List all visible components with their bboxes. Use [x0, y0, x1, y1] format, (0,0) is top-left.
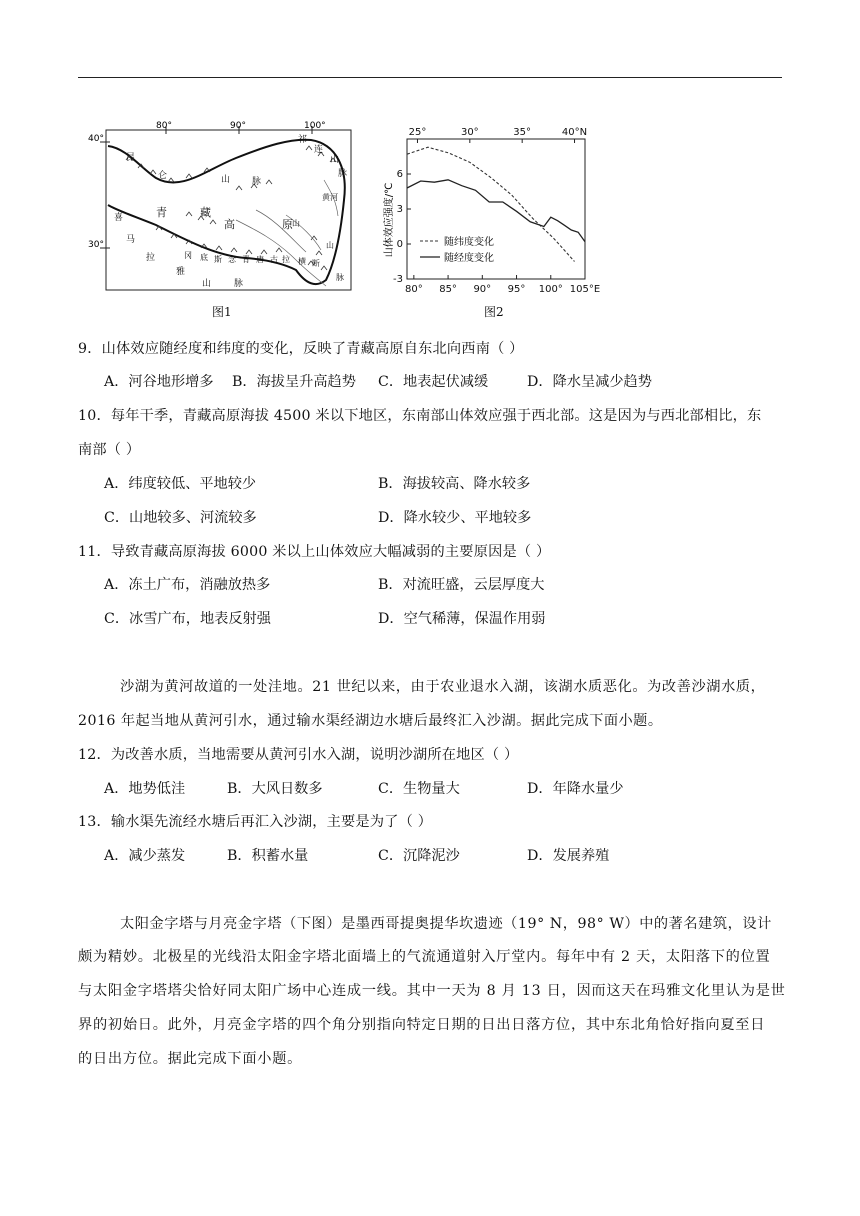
bottom-tick-label-2: 90°	[473, 284, 492, 295]
q13-option-c: C．沉降泥沙	[378, 848, 460, 864]
q11-option-a: A．冻土广布，消融放热多	[104, 577, 271, 593]
label-tang: 唐	[256, 255, 264, 264]
q10-option-c: C．山地较多、河流较多	[104, 510, 257, 526]
label-qi: 祁	[298, 135, 308, 145]
q10-option-b: B．海拔较高、降水较多	[378, 476, 531, 492]
label-gang: 冈	[184, 251, 192, 260]
label-mai1: 脉	[252, 177, 262, 187]
label-duan: 断	[312, 259, 320, 268]
label-lian: 连	[314, 145, 324, 155]
label-ma: 马	[126, 235, 136, 245]
passage3-line5: 的日出方位。据此完成下面小题。	[78, 1051, 303, 1067]
label-la: 拉	[146, 253, 156, 263]
label-gu: 古	[270, 255, 278, 264]
lon-label-80: 80°	[156, 121, 172, 131]
label-nian: 念	[228, 255, 236, 264]
label-si: 斯	[214, 255, 222, 264]
q9-stem: 9．山体效应随经度和纬度的变化，反映了青藏高原自东北向西南（ ）	[78, 341, 524, 357]
q10-stem-line2: 南部（ ）	[78, 442, 141, 458]
label-xi: 喜	[114, 213, 124, 223]
label-heng: 横	[298, 257, 306, 266]
label-shan5: 山	[326, 241, 334, 250]
label-kun: 昆	[126, 153, 136, 163]
bottom-tick-label-3: 95°	[507, 284, 526, 295]
label-mai2: 脉	[234, 279, 244, 289]
label-di: 底	[200, 253, 208, 262]
passage3-line3: 与太阳金字塔塔尖恰好同太阳广场中心连成一线。其中一天为 8 月 13 日，因而这天在玛雅文化里认为是世	[78, 983, 786, 999]
q12-stem: 12．为改善水质，当地需要从黄河引水入湖，说明沙湖所在地区（ ）	[78, 747, 519, 763]
label-mai4: 脉	[336, 273, 344, 282]
label-qing: 青	[156, 206, 167, 219]
label-huanghe: 黄河	[322, 193, 338, 202]
q13-option-b: B．积蓄水量	[227, 848, 309, 864]
figure2-caption: 图2	[484, 305, 504, 319]
passage3-line4: 界的初始日。此外，月亮金字塔的四个角分别指向特定日期的日出日落方位，其中东北角恰好指向夏至日	[78, 1017, 766, 1033]
y-tick-label-0: 6	[396, 169, 403, 180]
passage2-line1: 沙湖为黄河故道的一处洼地。21 世纪以来，由于农业退水入湖，该湖水质恶化。为改善沙湖水质，	[120, 679, 766, 695]
q9-option-c: C．地表起伏减缓	[378, 374, 489, 390]
y-axis-label: 山体效应强度/℃	[384, 182, 395, 258]
q10-option-a: A．纬度较低、平地较少	[104, 476, 257, 492]
q11-stem: 11．导致青藏高原海拔 6000 米以上山体效应大幅减弱的主要原因是（ ）	[78, 544, 551, 560]
top-tick-label-0: 25°	[408, 127, 427, 138]
legend-label-longitude: 随经度变化	[444, 253, 494, 264]
passage2-line2: 2016 年起当地从黄河引水，通过输水渠经湖边水塘后最终汇入沙湖。据此完成下面小题。	[78, 713, 663, 729]
label-ya: 雅	[176, 267, 186, 277]
label-mai3: 脉	[338, 169, 348, 179]
label-lun: 仑	[158, 171, 168, 181]
y-tick-label-1: 3	[396, 204, 403, 215]
bottom-tick-label-0: 80°	[404, 284, 423, 295]
lon-label-100: 100°	[304, 121, 326, 131]
label-gao: 高	[224, 218, 235, 231]
q9-option-d: D．降水呈减少趋势	[527, 374, 652, 390]
q10-stem-line1: 10．每年干季，青藏高原海拔 4500 米以下地区，东南部山体效应强于西北部。这是因为与西北部相比，东	[78, 408, 762, 424]
figure1-caption: 图1	[212, 305, 232, 319]
label-shan1: 山	[221, 175, 231, 185]
q10-option-d: D．降水较少、平地较多	[378, 510, 532, 526]
label-shan3: 山	[330, 155, 340, 165]
q11-option-b: B．对流旺盛，云层厚度大	[378, 577, 545, 593]
figure2-chart	[380, 124, 612, 302]
label-shan2: 山	[202, 279, 212, 289]
q11-option-d: D．空气稀薄，保温作用弱	[378, 611, 546, 627]
q13-option-a: A．减少蒸发	[104, 848, 186, 864]
q11-option-c: C．冰雪广布，地表反射强	[104, 611, 271, 627]
bottom-tick-label-5: 105°E	[569, 284, 601, 295]
q13-option-d: D．发展养殖	[527, 848, 610, 864]
top-tick-label-2: 35°	[513, 127, 532, 138]
lat-label-40: 40°	[88, 134, 104, 144]
top-tick-label-3: 40°N	[561, 127, 588, 138]
top-tick-label-1: 30°	[460, 127, 479, 138]
header-rule	[78, 77, 782, 78]
label-zang: 藏	[200, 206, 211, 219]
q9-option-b: B．海拔呈升高趋势	[232, 374, 356, 390]
q9-option-a: A．河谷地形增多	[104, 374, 214, 390]
q12-option-b: B．大风日数多	[227, 781, 323, 797]
q13-stem: 13．输水渠先流经水塘后再汇入沙湖，主要是为了（ ）	[78, 814, 433, 830]
y-tick-label-3: -3	[393, 274, 403, 285]
q12-option-c: C．生物量大	[378, 781, 460, 797]
q12-option-a: A．地势低洼	[104, 781, 186, 797]
label-shan4: 山	[292, 219, 300, 228]
label-yuan: 原	[282, 218, 293, 231]
passage3-line2: 颇为精妙。北极星的光线沿太阳金字塔北面墙上的气流通道射入厅堂内。每年中有 2 天，太阳落下的位置	[78, 949, 771, 965]
q12-option-d: D．年降水量少	[527, 781, 624, 797]
figure1-map	[86, 120, 358, 300]
legend-label-latitude: 随纬度变化	[444, 237, 494, 248]
bottom-tick-label-1: 85°	[439, 284, 457, 295]
y-tick-label-2: 0	[396, 239, 403, 250]
lat-label-30: 30°	[88, 240, 104, 250]
label-la2: 拉	[282, 255, 290, 264]
lon-label-90: 90°	[230, 121, 246, 131]
label-qing2: 青	[242, 255, 250, 264]
bottom-tick-label-4: 100°	[538, 284, 563, 295]
passage3-line1: 太阳金字塔与月亮金字塔（下图）是墨西哥提奥提华坎遗迹（19° N，98° W）中的著名建筑，设计	[120, 916, 772, 932]
